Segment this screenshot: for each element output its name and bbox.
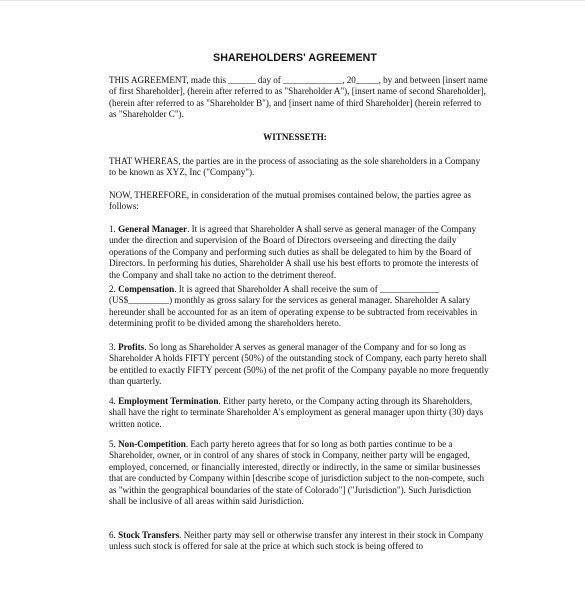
section-number: 1. [109, 224, 116, 234]
section-number: 2. [109, 284, 116, 294]
section-number: 5. [109, 439, 116, 449]
whereas-paragraph: THAT WHEREAS, the parties are in the process of associating as the sole shareholders in a Company to be known as XYZ, Inc ("Company"). [109, 156, 481, 178]
section-text: . Either party hereto, or the Company acting through its Shareholders, shall have the right to terminate Shareholder A's employment as general manager upon thirty (30) days written notice. [109, 396, 484, 429]
section-text: . So long as Shareholder A serves as general manager of the Company and for so long as Shareholder A holds FIFTY percent (50%) of the outstanding stock of Company, each party hereto shall be entitled to exactly FIFTY percent (50%) of the net profit of the Company payable no more frequently than quarterly. [109, 342, 489, 387]
section-heading: Employment Termination [118, 396, 219, 406]
section-profits [109, 342, 489, 388]
section-heading: General Manager [118, 224, 188, 234]
intro-paragraph: THIS AGREEMENT, made this ______ day of _____________, 20_____, by and between [insert name of first Shareholder], (herein after referred to as "Shareholder A"), [insert name of second Shareholder], (herein after referred to as "Shareholder B"), and [insert name of third Shareholder] (herein referred to as "Shareholder C"). [109, 75, 488, 120]
section-text: . Neither party may sell or otherwise transfer any interest in their stock in Company unless such stock is offered for sale at the price at which such stock is being offered to [109, 530, 484, 552]
section-employment-termination [109, 396, 489, 430]
therefore-paragraph: NOW, THEREFORE, in consideration of the mutual promises contained below, the parties agree as follows: [109, 190, 472, 212]
section-number: 6. [109, 530, 116, 540]
section-number: 4. [109, 396, 116, 406]
section-compensation [109, 284, 489, 330]
section-number: 3. [109, 342, 116, 352]
document-title: SHAREHOLDERS' AGREEMENT [213, 52, 377, 64]
section-non-competition [109, 439, 489, 507]
section-heading: Compensation [118, 284, 175, 294]
section-heading: Stock Transfers [118, 530, 180, 540]
section-stock-transfers [109, 530, 489, 553]
witnesseth-heading: WITNESSETH: [263, 132, 327, 142]
section-text: . It is agreed that Shareholder A shall serve as general manager of the Company under the direction and supervision of the Board of Directors overseeing and directing the daily operations of the Company and performing such duties as shall be delegated to him by the Board of Directors. In performing his duties, Shareholder A shall use his best efforts to promote the interests of the Company and shall take no action to the detriment thereof. [109, 224, 479, 280]
section-text: . Each party hereto agrees that for so long as both parties continue to be a Shareholder, owner, or in control of any shares of stock in Company, neither party will be engaged, employed, concerned, or financially interested, directly or indirectly, in the same or similar businesses that are conducted by Company within [describe scope of jurisdiction subject to the non-compete, such as "within the geographical boundaries of the state of Colorado"] ("Jurisdiction"). Such Jurisdiction shall be inclusive of all areas within said Jurisdiction. [109, 439, 485, 507]
section-heading: Non-Competition [118, 439, 186, 449]
section-heading: Profits [118, 342, 145, 352]
section-general-manager [109, 224, 489, 281]
section-text: . It is agreed that Shareholder A shall receive the sum of _____________ (US$_________) monthly as gross salary for the services as general manager. Shareholder A salary hereunder shall be accounted for as an item of operating expense to be subtracted from receivables in determining profit to be divided among the shareholders hereto. [109, 284, 478, 329]
